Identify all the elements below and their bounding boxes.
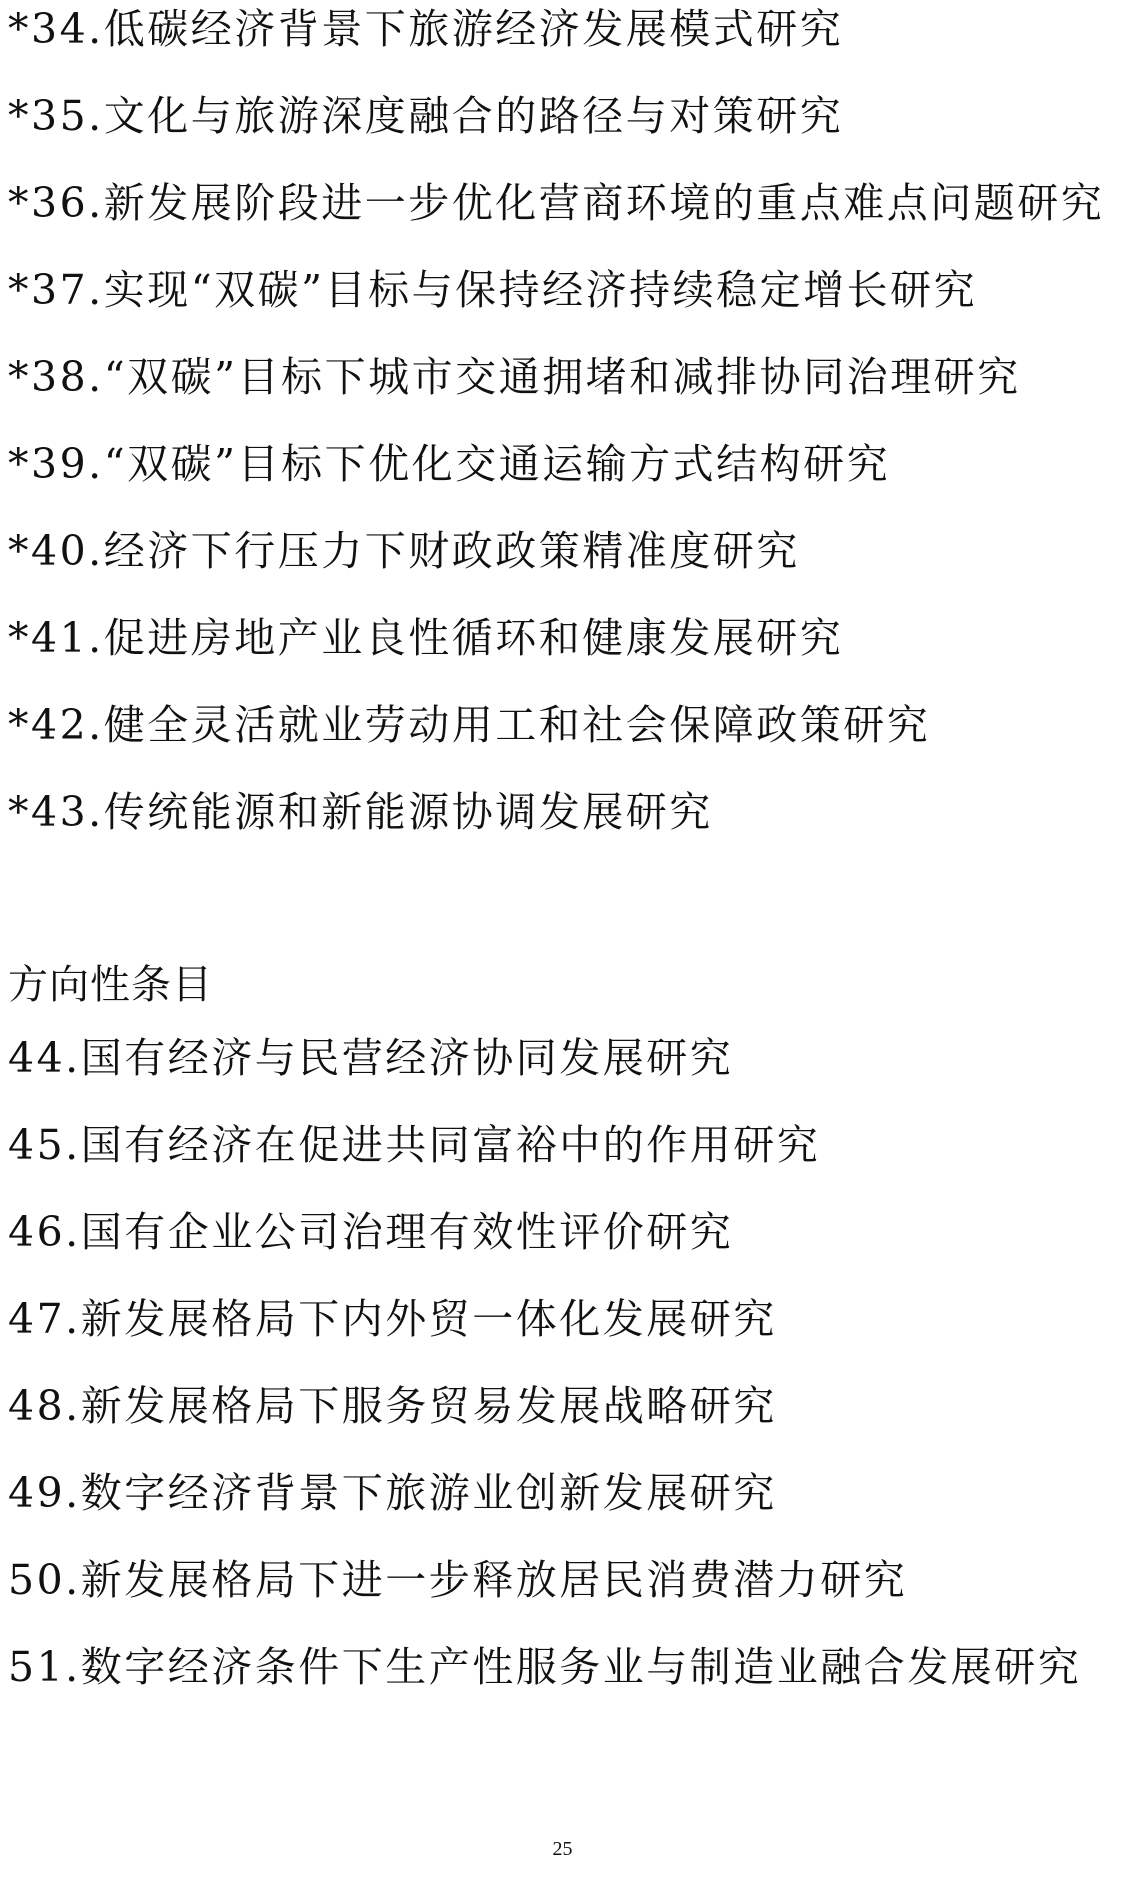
list-item: *34.低碳经济背景下旅游经济发展模式研究 bbox=[8, 5, 844, 53]
section-heading: 方向性条目 bbox=[8, 962, 213, 1008]
list-item: *36.新发展阶段进一步优化营商环境的重点难点问题研究 bbox=[8, 179, 1105, 227]
topic-list-starred bbox=[8, 0, 1118, 870]
list-item: 50.新发展格局下进一步释放居民消费潜力研究 bbox=[8, 1556, 908, 1604]
list-item: 44.国有经济与民营经济协同发展研究 bbox=[8, 1034, 734, 1082]
list-item: *42.健全灵活就业劳动用工和社会保障政策研究 bbox=[8, 701, 931, 749]
list-item: *41.促进房地产业良性循环和健康发展研究 bbox=[8, 614, 844, 662]
page-number: 25 bbox=[552, 1838, 573, 1860]
list-item: *39.“双碳”目标下优化交通运输方式结构研究 bbox=[8, 440, 891, 488]
list-item: 49.数字经济背景下旅游业创新发展研究 bbox=[8, 1469, 777, 1517]
list-item: *40.经济下行压力下财政政策精准度研究 bbox=[8, 527, 800, 575]
list-item: 48.新发展格局下服务贸易发展战略研究 bbox=[8, 1382, 777, 1430]
list-item: 51.数字经济条件下生产性服务业与制造业融合发展研究 bbox=[8, 1643, 1082, 1691]
list-item: *38.“双碳”目标下城市交通拥堵和减排协同治理研究 bbox=[8, 353, 1021, 401]
list-item: 45.国有经济在促进共同富裕中的作用研究 bbox=[8, 1121, 821, 1169]
topic-list-directional bbox=[8, 1029, 1118, 1725]
list-item: *43.传统能源和新能源协调发展研究 bbox=[8, 788, 713, 836]
list-item: 46.国有企业公司治理有效性评价研究 bbox=[8, 1208, 734, 1256]
list-item: 47.新发展格局下内外贸一体化发展研究 bbox=[8, 1295, 777, 1343]
list-item: *37.实现“双碳”目标与保持经济持续稳定增长研究 bbox=[8, 266, 978, 314]
list-item: *35.文化与旅游深度融合的路径与对策研究 bbox=[8, 92, 844, 140]
